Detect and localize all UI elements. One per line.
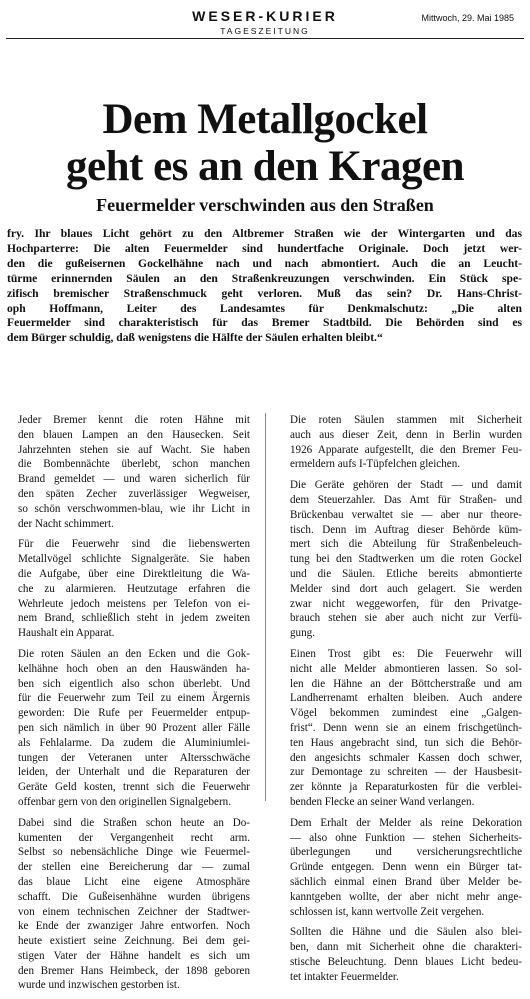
article-line: zwar nicht weggeworfen, für den Privatge- [290,597,522,610]
article-line: den angesichts schmaler Kassen doch schwer, [290,751,522,764]
article-line: mert sich die Abteilung für Straßenbeleuch- [290,538,522,551]
column-divider [265,413,266,801]
article-line: Sollten die Hähne und die Säulen also blei- [290,926,522,939]
article-line: tisch. Denn im Auftrag dieser Behörde küm- [290,523,522,536]
article-line: nem Brand, schließlich steht in jedem zweiten [18,612,250,625]
article-line: offenbar gern von den originellen Signalgebern. [18,795,231,808]
article-line: benden Flecke an seiner Wand verlangen. [290,795,475,808]
lead-line: den die gußeisernen Gockelhähne nach und nach abmontiert. Auch die an Leucht- [7,256,522,270]
masthead [0,6,530,46]
subheadline: Feuermelder verschwinden aus den Straßen [96,195,434,215]
article-line: tung bei den Stadtwerken um die roten Gockel [290,553,522,566]
issue-date: Mittwoch, 29. Mai 1985 [421,13,514,23]
newspaper-subtitle: TAGESZEITUNG [220,26,310,36]
article-line: Einen Trost gibt es: Die Feuerwehr will [290,647,522,660]
lead-line: Feuermelder sind charakteristisch für das Bremer Stadtbild. Die Behörden sind es [7,316,522,330]
article-paragraph [279,925,522,984]
article-line: frist“. Denn wenn sie an einem frischgetünch- [290,721,522,734]
article-line: gung. [290,627,315,640]
article-line: wurde und inzwischen gestorben ist. [18,979,180,992]
article-paragraph [279,478,522,641]
article-line: Gründe entgegen. Denn wenn ein Bürger tat- [290,861,522,874]
article-column-right [279,413,522,990]
article-line: kelhähne hoch oben an den Hauswänden ha- [18,662,250,675]
article-line: Selbst so nebensächliche Dinge wie Feuermel- [18,846,250,859]
article-line: Wehrleute jedoch meistens per Telefon von ei- [18,597,250,610]
article-line: Vögel bekommen zumindest eine „Galgen- [290,707,522,720]
lead-line: oph Hoffmann, Leiter des Landesamtes für Denkmalschutz: „Die alten [7,301,522,315]
article-line: geworden: Die Rufe per Feuermelder entpup- [18,707,250,720]
article-line: kanntgeben wollte, der aber nicht mehr ange- [290,890,522,903]
article-line: Brand gemeldet — und waren sicherlich für [18,473,250,486]
article-line: brauch stehen sie aber auch nicht zur Verfü- [290,612,522,625]
article-line: der Nacht schimmert. [18,517,114,530]
article-paragraph [279,816,522,920]
lead-line: zifisch bremischer Straßenschmuck geht verloren. Muß das sein? Dr. Hans-Christ- [7,286,522,300]
article-line: leiden, der Unterhalt und die Reparaturen der [18,766,250,779]
article-paragraph [7,413,250,531]
article-line: zer könnte ja Reparaturkosten für die verblei- [290,781,522,794]
article-line: Brückenbau verwaltet sie — aber nur theore- [290,508,522,521]
headline-line-2: geht es an den Kragen [66,143,464,190]
article-line: pen sich nämlich in über 90 Prozent aller Fälle [18,721,250,734]
article-line: Dem Erhalt der Melder als reine Dekoration [290,816,522,829]
article-paragraph [279,413,522,472]
article-line: Landherrenamt erhalten bleiben. Auch andere [290,692,522,705]
article-paragraph [7,537,250,641]
article-line: kumenten der Vergangenheit recht arm. [18,831,250,844]
article-line: Metallvögel schlichte Signalgeräte. Sie haben [18,553,250,566]
article-line: Haushalt ein Apparat. [18,627,115,640]
article-line: der stellen eine Bereicherung dar — zumal [18,861,250,874]
article-line: len die Hähne an der Böttcherstraße und am [290,677,522,690]
article-line: stigen Vater der Hähne handelt es sich um [18,949,250,962]
article-line: den blauen Lampen an den Hausecken. Seit [18,428,250,441]
article-line: schlossen ist, kann wertvolle Zeit vergehen. [290,905,485,918]
article-line: tungen der Veteranen unter Altersschwäche [18,751,250,764]
article-line: und die Säulen. Etliche bereits abmontierte [290,567,522,580]
article-paragraph [279,647,522,810]
newspaper-name: WESER-KURIER [192,8,338,24]
article-line: überlegungen und versicherungsrechtliche [290,846,522,859]
article-line: die Aufgabe, über eine Direktleitung die Wa- [18,567,250,580]
article-line: Die roten Säulen an den Ecken und die Gok- [18,647,250,660]
headline [0,96,530,190]
article-line: den späten Zecher zuverlässiger Wegweiser, [18,487,250,500]
article-line: die Bombennächte überlebt, schon manchen [18,458,250,471]
article-line: Die Geräte gehören der Stadt — und damit [290,479,522,492]
lead-line: türme erinnernden Säulen an den Straßenkreuzungen verschwinden. Ein Stück spe- [7,271,522,285]
article-line: — also ohne Funktion — stehen Sicherheits- [290,831,522,844]
article-line: von einem technischen Zeichner der Stadtwer- [18,905,250,918]
article-paragraph [7,647,250,810]
article-line: sächlich einmal einen Brand über Melder be- [290,875,522,888]
article-line: ke Ende der zwanziger Jahre entworfen. Noch [18,920,250,933]
article-line: Die roten Säulen stammen mit Sicherheit [290,414,522,426]
masthead-rule [6,38,524,39]
article-line: Für die Feuerwehr sind die liebenswerten [18,538,250,551]
article-line: tet intakter Feuermelder. [290,970,399,983]
article-line: den Bremer Hans Heimbeck, der 1898 geboren [18,964,250,977]
article-line: schafft. Die Gußeisenhähne wurden übrigens [18,890,250,903]
article-line: 1926 Apparate aufgestellt, die den Bremer Feu- [290,443,522,456]
article-line: Jeder Bremer kennt die roten Hähne mit [18,414,250,426]
article-line: zur Demontage zu schreiten — der Hausbesit- [290,766,522,779]
article-line: Melder sind dort auch gelagert. Sie werden [290,582,522,595]
article-line: Dabei sind die Straßen schon heute an Do- [18,816,250,829]
article-line: als Fehlalarme. Da zudem die Aluminiumlei- [18,736,250,749]
article-line: Geräte Geld kosten, trennt sich die Feuerwehr [18,781,250,794]
article-line: dem Steuerzahler. Das Amt für Straßen- und [290,493,522,506]
article-line: heute existiert seine Zeichnung. Bei dem gei- [18,935,250,948]
lead-line: fry. Ihr blaues Licht gehört zu den Altbremer Straßen wie der Wintergarten und das [7,227,522,240]
headline-line-1: Dem Metallgockel [102,96,428,143]
article-line: che zu alarmieren. Heutzutage erfahren die [18,582,250,595]
article-line: ben sich eigentlich also schon überlebt. Und [18,677,250,690]
article-line: ermeldern aufs I-Tüpfelchen gleichen. [290,458,461,471]
article-column-left [7,413,250,999]
lead-line: Hochparterre: Die alten Feuermelder sind hundertfache Originale. Doch jetzt wer- [7,241,522,255]
article-line: das blaue Licht eine eigene Atmosphäre [18,875,250,888]
article-line: ten Haus angebracht sind, tun sich die Behör- [290,736,522,749]
article-line: auch aus dieser Zeit, denn in Berlin wurden [290,428,522,441]
lead-paragraph [7,227,522,346]
article-line: nicht alle Melder abmontieren lassen. So sol- [290,662,522,675]
article-line: so schön verschwommen-blau, wie ihr Licht in [18,502,250,515]
article-line: ben, dann mit Sicherheit ohne die charakteri- [290,941,522,954]
article-line: Jahrzehnten stehen sie auf Wacht. Sie haben [18,443,250,456]
article-line: für die Feuerwehr zum Teil zu einem Ärgernis [18,692,250,705]
article-line: stische Beleuchtung. Denn blaues Licht bedeu- [290,955,522,968]
lead-line: dem Bürger schuldig, daß wenigstens die Hälfte der Säulen erhalten bleibt.“ [7,331,383,345]
article-paragraph [7,816,250,994]
